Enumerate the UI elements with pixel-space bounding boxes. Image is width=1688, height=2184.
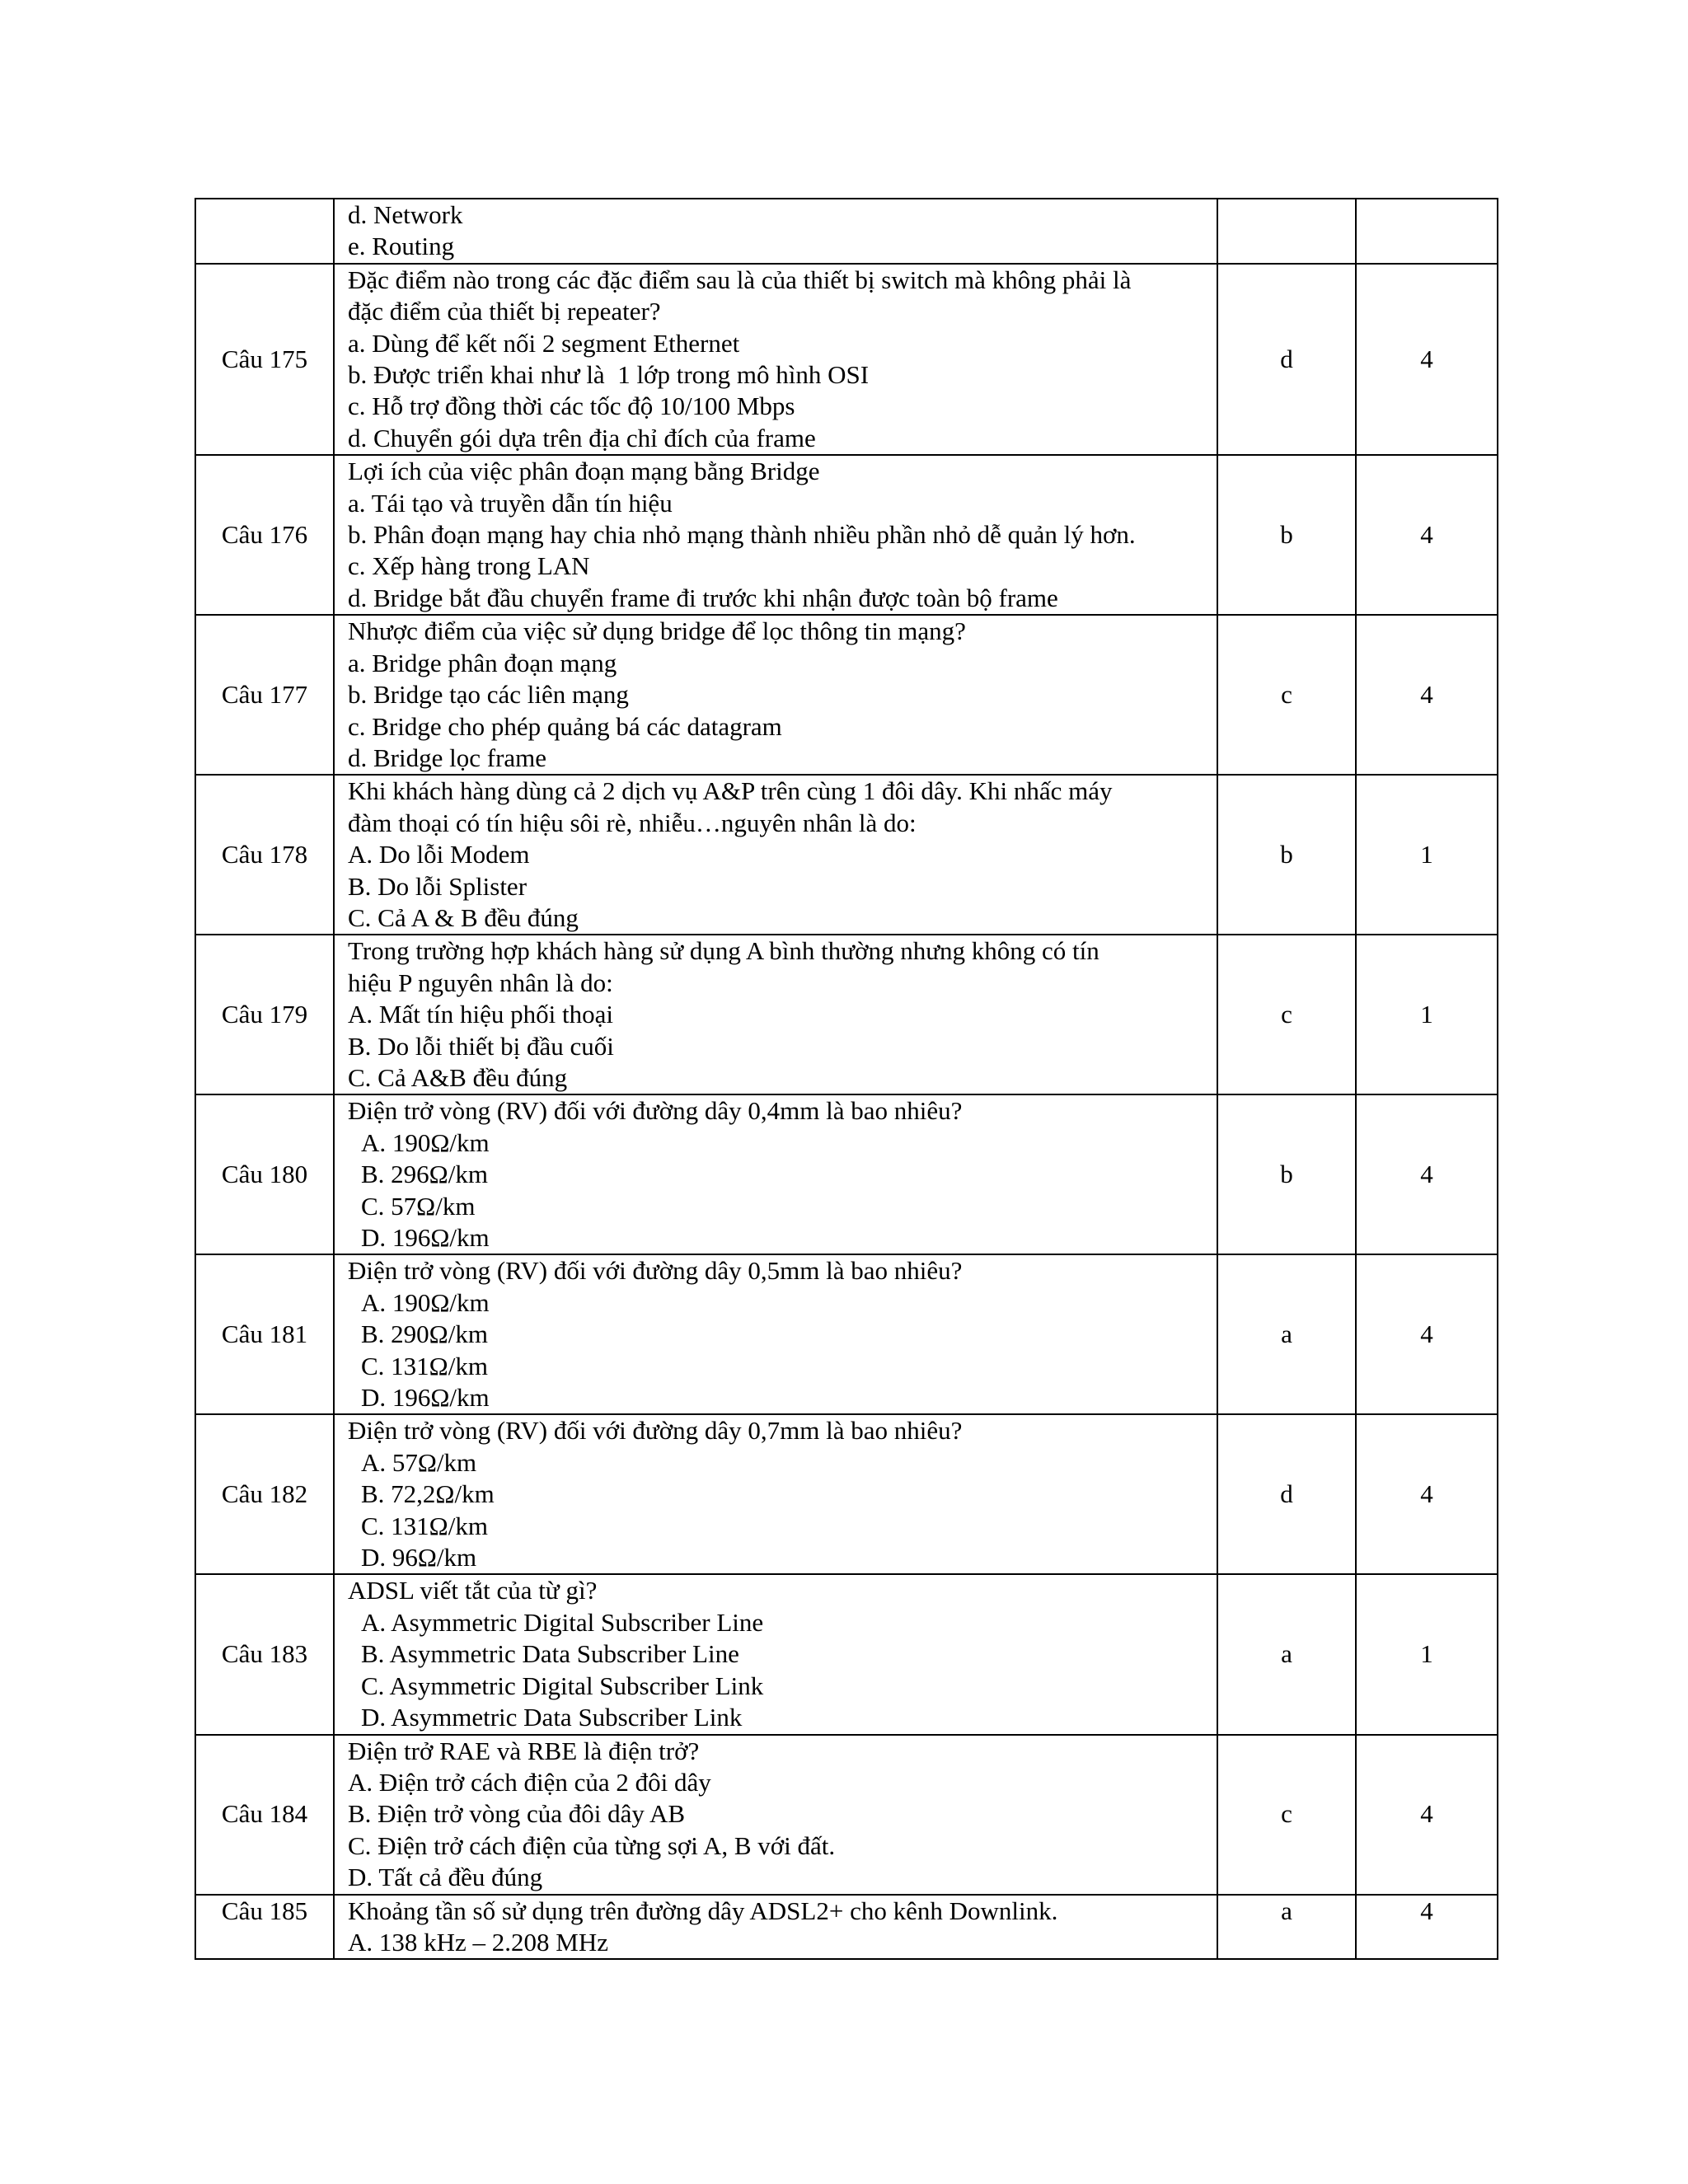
question-number: Câu 185 [195,1895,334,1960]
level-cell: 4 [1356,1094,1498,1254]
answer-cell: c [1217,1735,1356,1895]
question-row [195,615,1498,775]
question-number: Câu 177 [195,615,334,775]
level-cell: 4 [1356,455,1498,615]
level-cell: 1 [1356,1574,1498,1734]
option-line: C. 131Ω/km [361,1351,488,1380]
question-content [334,1254,1217,1414]
answer-cell: c [1217,935,1356,1094]
question-text-line: Khoảng tần số sử dụng trên đường dây ADSL2+ cho kênh Downlink. [348,1896,1058,1925]
question-number: Câu 183 [195,1574,334,1734]
option-line: A. 57Ω/km [361,1447,477,1477]
option-line: D. 96Ω/km [361,1543,477,1572]
level-cell [1356,199,1498,264]
level-cell: 4 [1356,1735,1498,1895]
answer-cell [1217,199,1356,264]
option-line: A. Mất tín hiệu phối thoại [348,1000,614,1029]
question-number: Câu 181 [195,1254,334,1414]
level-cell: 1 [1356,775,1498,935]
question-row [195,775,1498,935]
option-line: d. Network [348,200,463,229]
question-text-line: Trong trường hợp khách hàng sử dụng A bình thường nhưng không có tín [348,936,1100,966]
question-text-line: Nhược điểm của việc sử dụng bridge để lọc thông tin mạng? [348,616,966,646]
answer-cell: b [1217,455,1356,615]
option-line: D. Tất cả đều đúng [348,1863,543,1892]
option-line: B. Điện trở vòng của đôi dây AB [348,1799,686,1829]
question-content [334,775,1217,935]
answer-cell: a [1217,1895,1356,1960]
question-content [334,1414,1217,1574]
question-row [195,455,1498,615]
option-line: b. Phân đoạn mạng hay chia nhỏ mạng thành nhiều phần nhỏ dễ quản lý hơn. [348,520,1136,550]
answer-cell: d [1217,264,1356,455]
level-cell: 1 [1356,935,1498,1094]
question-content [334,1574,1217,1734]
option-line: d. Bridge lọc frame [348,743,547,772]
question-number: Câu 180 [195,1094,334,1254]
question-content [334,264,1217,455]
option-line: C. Cả A & B đều đúng [348,902,579,932]
question-content [334,1895,1217,1960]
question-content [334,935,1217,1094]
question-row [195,1254,1498,1414]
answer-cell: d [1217,1414,1356,1574]
option-line: B. 290Ω/km [361,1319,488,1349]
option-line: c. Xếp hàng trong LAN [348,551,590,581]
option-line: B. 296Ω/km [361,1160,488,1189]
question-content [334,1735,1217,1895]
option-line: B. 72,2Ω/km [361,1479,495,1509]
question-number: Câu 184 [195,1735,334,1895]
level-cell: 4 [1356,615,1498,775]
option-line: e. Routing [348,232,455,261]
option-line: b. Bridge tạo các liên mạng [348,680,629,710]
option-line: A. Asymmetric Digital Subscriber Line [361,1607,764,1637]
option-line: c. Hỗ trợ đồng thời các tốc độ 10/100 Mbps [348,391,795,421]
question-text-line: Lợi ích của việc phân đoạn mạng bằng Bridge [348,457,820,486]
option-line: D. 196Ω/km [361,1383,490,1413]
level-cell: 4 [1356,1254,1498,1414]
level-cell: 4 [1356,1895,1498,1960]
question-text-line: Điện trở RAE và RBE là điện trở? [348,1736,700,1765]
question-row [195,935,1498,1094]
option-line: C. Asymmetric Digital Subscriber Link [361,1671,764,1700]
option-line: b. Được triển khai như là 1 lớp trong mô hình OSI [348,360,870,390]
question-content [334,455,1217,615]
question-row [195,1574,1498,1734]
question-text-line: Khi khách hàng dùng cả 2 dịch vụ A&P trên cùng 1 đôi dây. Khi nhấc máy [348,776,1113,806]
question-content [334,199,1217,264]
option-line: B. Do lỗi thiết bị đầu cuối [348,1031,614,1061]
question-row [195,1094,1498,1254]
question-row [195,1414,1498,1574]
question-text-line: Điện trở vòng (RV) đối với đường dây 0,7mm là bao nhiêu? [348,1416,963,1446]
option-line: A. 190Ω/km [361,1287,490,1317]
question-table-body [195,199,1498,1959]
option-line: D. Asymmetric Data Subscriber Link [361,1703,743,1732]
question-text-line: Điện trở vòng (RV) đối với đường dây 0,4mm là bao nhiêu? [348,1096,963,1126]
option-line: d. Bridge bắt đầu chuyển frame đi trước khi nhận được toàn bộ frame [348,583,1058,612]
option-line: A. Điện trở cách điện của 2 đôi dây [348,1767,711,1797]
question-number [195,199,334,264]
question-content [334,1094,1217,1254]
option-line: hiệu P nguyên nhân là do: [348,968,613,997]
question-number: Câu 179 [195,935,334,1094]
option-line: A. 138 kHz – 2.208 MHz [348,1927,608,1957]
question-row [195,264,1498,455]
question-content [334,615,1217,775]
question-row [195,1895,1498,1960]
question-text-line: Điện trở vòng (RV) đối với đường dây 0,5mm là bao nhiêu? [348,1256,963,1286]
question-number: Câu 178 [195,775,334,935]
option-line: B. Asymmetric Data Subscriber Line [361,1639,739,1669]
level-cell: 4 [1356,264,1498,455]
option-line: B. Do lỗi Splister [348,871,528,901]
option-line: a. Bridge phân đoạn mạng [348,648,617,677]
answer-cell: b [1217,775,1356,935]
option-line: c. Bridge cho phép quảng bá các datagram [348,711,782,741]
answer-cell: b [1217,1094,1356,1254]
question-text-line: ADSL viết tắt của từ gì? [348,1576,598,1605]
option-line: D. 196Ω/km [361,1223,490,1252]
option-line: A. 190Ω/km [361,1127,490,1157]
option-line: C. Điện trở cách điện của từng sợi A, B với đất. [348,1830,836,1860]
level-cell: 4 [1356,1414,1498,1574]
question-text-line: Đặc điểm nào trong các đặc điểm sau là của thiết bị switch mà không phải là [348,265,1132,294]
option-line: đàm thoại có tín hiệu sôi rè, nhiễu…nguyên nhân là do: [348,808,917,837]
answer-cell: a [1217,1254,1356,1414]
answer-cell: a [1217,1574,1356,1734]
option-line: C. Cả A&B đều đúng [348,1062,568,1092]
option-line: a. Tái tạo và truyền dẫn tín hiệu [348,488,673,518]
question-row [195,1735,1498,1895]
option-line: a. Dùng để kết nối 2 segment Ethernet [348,328,740,358]
question-number: Câu 176 [195,455,334,615]
question-table [195,198,1498,1960]
question-number: Câu 175 [195,264,334,455]
option-line: A. Do lỗi Modem [348,840,530,869]
answer-cell: c [1217,615,1356,775]
option-line: đặc điểm của thiết bị repeater? [348,297,661,326]
question-number: Câu 182 [195,1414,334,1574]
option-line: C. 57Ω/km [361,1191,476,1221]
option-line: d. Chuyển gói dựa trên địa chỉ đích của frame [348,423,816,452]
option-line: C. 131Ω/km [361,1511,488,1540]
question-row [195,199,1498,264]
